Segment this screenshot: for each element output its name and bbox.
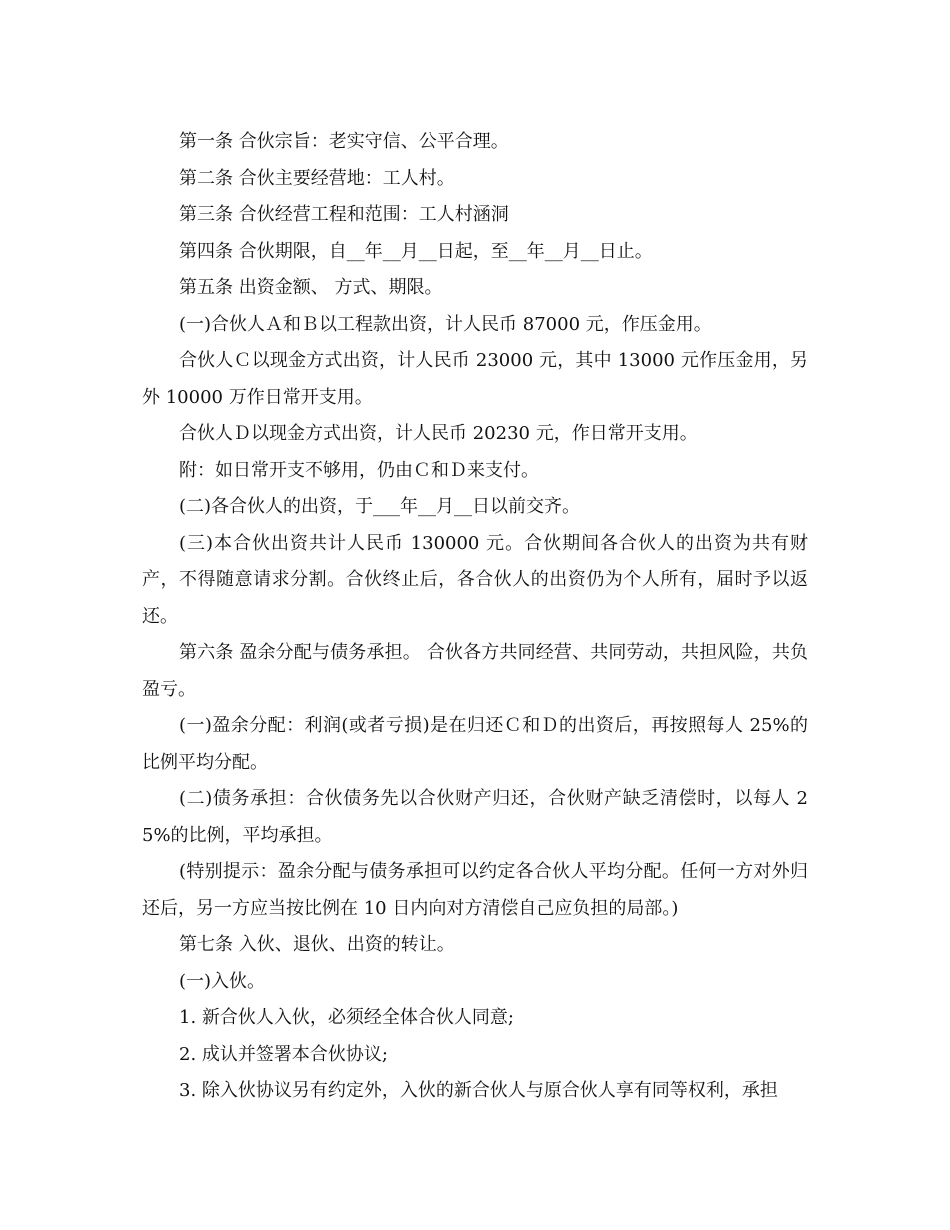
admission-heading: (一)入伙。: [179, 970, 266, 992]
capital-clause-3: (三)本合伙出资共计人民币 130000 元。合伙期间各合伙人的出资为共有财产，不得随意请求分割。合伙终止后，各合伙人的出资仍为个人所有，届时予以返还。: [142, 532, 808, 627]
capital-note: 附：如日常开支不够用，仍由Ｃ和Ｄ来支付。: [179, 459, 539, 481]
capital-partner-c: 合伙人Ｃ以现金方式出资，计人民币 23000 元，其中 13000 元作压金用，另外 10000 万作日常开支用。: [142, 350, 808, 408]
capital-clause-1: (一)合伙人Ａ和Ｂ以工程款出资，计人民币 87000 元，作压金用。: [179, 313, 712, 335]
article-1-purpose: 第一条 合伙宗旨：老实守信、公平合理。: [179, 131, 509, 152]
article-5-capital: 第五条 出资金额、 方式、期限。: [179, 277, 443, 298]
admission-item-2: 2. 成认并签署本合伙协议;: [179, 1043, 388, 1065]
capital-partner-d: 合伙人Ｄ以现金方式出资，计人民币 20230 元，作日常开支用。: [179, 423, 698, 444]
article-6-profit-debt: 第六条 盈余分配与债务承担。 合伙各方共同经营、共同劳动，共担风险，共负盈亏。: [142, 642, 808, 700]
debt-bearing: (二)债务承担：合伙债务先以合伙财产归还，合伙财产缺乏清偿时，以每人 25%的比例，平均承担。: [142, 788, 808, 846]
article-7-admission-withdrawal: 第七条 入伙、退伙、出资的转让。: [179, 934, 455, 955]
article-2-location: 第二条 合伙主要经营地：工人村。: [179, 167, 455, 189]
admission-item-1: 1. 新合伙人入伙，必须经全体合伙人同意;: [179, 1007, 514, 1028]
capital-clause-2: (二)各合伙人的出资，于___年__月__日以前交齐。: [179, 496, 581, 517]
profit-distribution: (一)盈余分配：利润(或者亏损)是在归还Ｃ和Ｄ的出资后，再按照每人 25%的比例平均分配。: [142, 715, 808, 773]
article-4-term: 第四条 合伙期限，自__年__月__日起，至__年__月__日止。: [179, 240, 653, 262]
special-note: (特别提示：盈余分配与债务承担可以约定各合伙人平均分配。任何一方对外归还后，另一方应当按比例在 10 日内向对方清偿自己应负担的局部。): [142, 861, 808, 919]
article-3-scope: 第三条 合伙经营工程和范围：工人村涵洞: [179, 204, 509, 225]
admission-item-3: 3. 除入伙协议另有约定外，入伙的新合伙人与原合伙人享有同等权利，承担: [179, 1080, 778, 1101]
document-body: [142, 124, 808, 1110]
